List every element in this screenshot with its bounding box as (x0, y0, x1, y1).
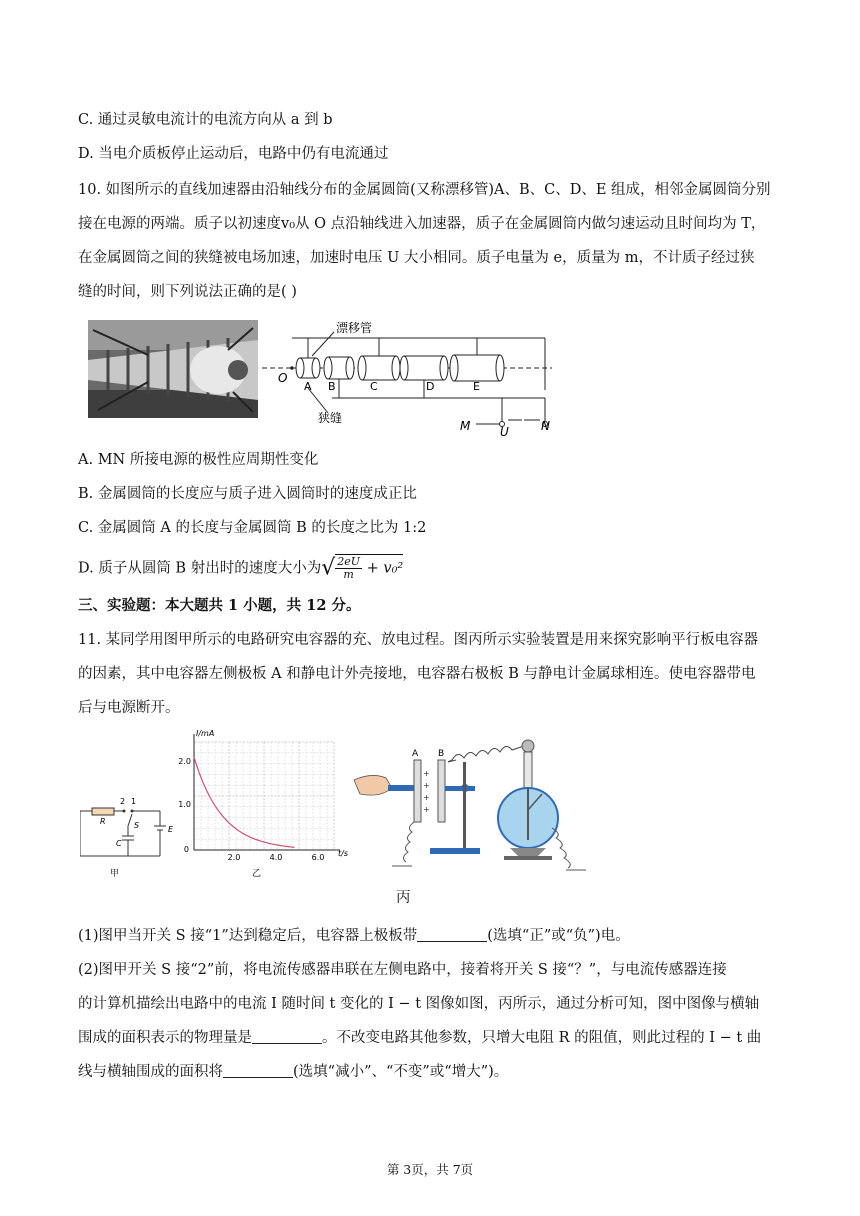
x-tick-1: 2.0 (227, 853, 241, 862)
switch-pos-2: 2 (120, 797, 126, 806)
x-axis-label: t/s (338, 849, 348, 858)
electroscope-apparatus-bing (352, 732, 592, 874)
x-tick-3: 6.0 (311, 853, 325, 862)
q11-stem-line1: 11. 某同学用图甲所示的电路研究电容器的充、放电过程。图丙所示实验装置是用来探究影响平行板电容器 (78, 632, 759, 648)
label-c: C (370, 380, 378, 393)
q11-sub2-line2: 的计算机描绘出电路中的电流 I 随时间 t 变化的 I − t 图像如图，丙所示，通过分析可知，图中图像与横轴 (78, 996, 760, 1012)
label-drift-tube: 漂移管 (336, 321, 373, 335)
q10-stem-line2: 接在电源的两端。质子以初速度v₀从 O 点沿轴线进入加速器，质子在金属圆筒内做匀速运动且时间均为 T， (78, 216, 766, 232)
q11-sub1-text-a: (1)图甲当开关 S 接“1”达到稳定后，电容器上极板带 (78, 928, 418, 944)
q11-sub2-line1: (2)图甲开关 S 接“2”前，将电流传感器串联在左侧电路中，接着将开关 S 接“？”，与电流传感器连接 (78, 962, 727, 978)
svg-text:+: + (423, 805, 430, 814)
label-e: E (473, 380, 480, 393)
plate-a-label: A (412, 749, 419, 759)
label-slit: 狭缝 (318, 411, 343, 425)
label-o: O (278, 371, 288, 385)
answer-blank-2[interactable] (252, 1029, 322, 1044)
fraction (335, 556, 362, 581)
q11-sub2-line4 (78, 1062, 508, 1082)
svg-text:+: + (423, 793, 430, 802)
q11-sub2-line4-b: (选填“减小”、“不变”或“增大”)。 (293, 1064, 509, 1080)
label-n: N (541, 419, 550, 433)
y-tick-0: 0 (183, 845, 189, 854)
q9-option-d: D. 当电介质板停止运动后，电路中仍有电流通过 (78, 146, 389, 162)
y-tick-1: 1.0 (178, 800, 191, 809)
label-c: C (116, 839, 122, 848)
drift-tube-diagram (262, 318, 552, 438)
q11-sub1-text-b: (选填“正”或“负”)电。 (487, 928, 630, 944)
q10-option-a: A. MN 所接电源的极性应周期性变化 (78, 452, 319, 468)
label-d: D (426, 380, 435, 393)
y-axis-label: I/mA (196, 729, 215, 738)
q10-stem-line3: 在金属圆筒之间的狭缝被电场加速，加速时电压 U 大小相同。质子电量为 e，质量为 m，不计质子经过狭 (78, 250, 755, 266)
q10-option-d-tail: + v₀² (362, 560, 404, 577)
fraction-denominator: m (343, 568, 354, 581)
q10-option-b: B. 金属圆筒的长度应与质子进入圆筒时的速度成正比 (78, 486, 417, 502)
label-e: E (168, 825, 174, 834)
y-tick-2: 2.0 (178, 757, 191, 766)
discharge-curve (194, 757, 295, 847)
accelerator-photo (88, 320, 258, 418)
q11-sub2-line3-b: 。不改变电路其他参数，只增大电阻 R 的阻值，则此过程的 I − t 曲 (322, 1030, 762, 1046)
answer-blank-1[interactable] (417, 927, 487, 942)
q11-sub2-line4-a: 线与横轴围成的面积将 (78, 1064, 223, 1080)
q10-stem-line4: 缝的时间，则下列说法正确的是( ) (78, 284, 297, 300)
label-u: U (500, 425, 509, 438)
q11-stem-line3: 后与电源断开。 (78, 700, 180, 716)
q9-option-c: C. 通过灵敏电流计的电流方向从 a 到 b (78, 112, 333, 128)
switch-pos-1: 1 (131, 797, 137, 806)
caption-yi: 乙 (252, 869, 262, 879)
label-a: A (304, 380, 312, 393)
plate-b-label: B (438, 749, 445, 759)
q11-sub2-line3-a: 围成的面积表示的物理量是 (78, 1030, 252, 1046)
answer-blank-3[interactable] (223, 1063, 293, 1078)
label-r: R (100, 817, 106, 826)
q11-sub2-line3 (78, 1028, 761, 1048)
label-b: B (328, 380, 336, 393)
page-footer: 第 3页，共 7页 (386, 1162, 474, 1177)
it-graph-yi (172, 728, 352, 880)
q11-sub1 (78, 926, 630, 946)
label-s: S (134, 821, 140, 830)
caption-bing: 丙 (396, 890, 411, 906)
q10-option-d: D. 质子从圆筒 B 射出时的速度大小为√ $\frac{2eU}{m}$ + v₀² (78, 555, 404, 581)
x-tick-2: 4.0 (269, 853, 283, 862)
q11-stem-line2: 的因素，其中电容器左侧极板 A 和静电计外壳接地，电容器右极板 B 与静电计金属球相连。使电容器带电 (78, 666, 756, 682)
svg-text:+: + (423, 769, 430, 778)
q10-stem-line1: 10. 如图所示的直线加速器由沿轴线分布的金属圆筒(又称漂移管)A、B、C、D、E 组成，相邻金属圆筒分别 (78, 182, 771, 198)
q10-option-d-prefix: D. 质子从圆筒 B 射出时的速度大小为 (78, 560, 322, 577)
fraction-numerator: 2eU (337, 555, 361, 568)
circuit-diagram-jia (80, 790, 180, 880)
caption-jia: 甲 (110, 869, 120, 879)
section-heading: 三、实验题：本大题共 1 小题，共 12 分。 (78, 597, 361, 614)
svg-text:+: + (423, 781, 430, 790)
label-m: M (460, 419, 471, 433)
q10-option-c: C. 金属圆筒 A 的长度与金属圆筒 B 的长度之比为 1:2 (78, 520, 427, 536)
